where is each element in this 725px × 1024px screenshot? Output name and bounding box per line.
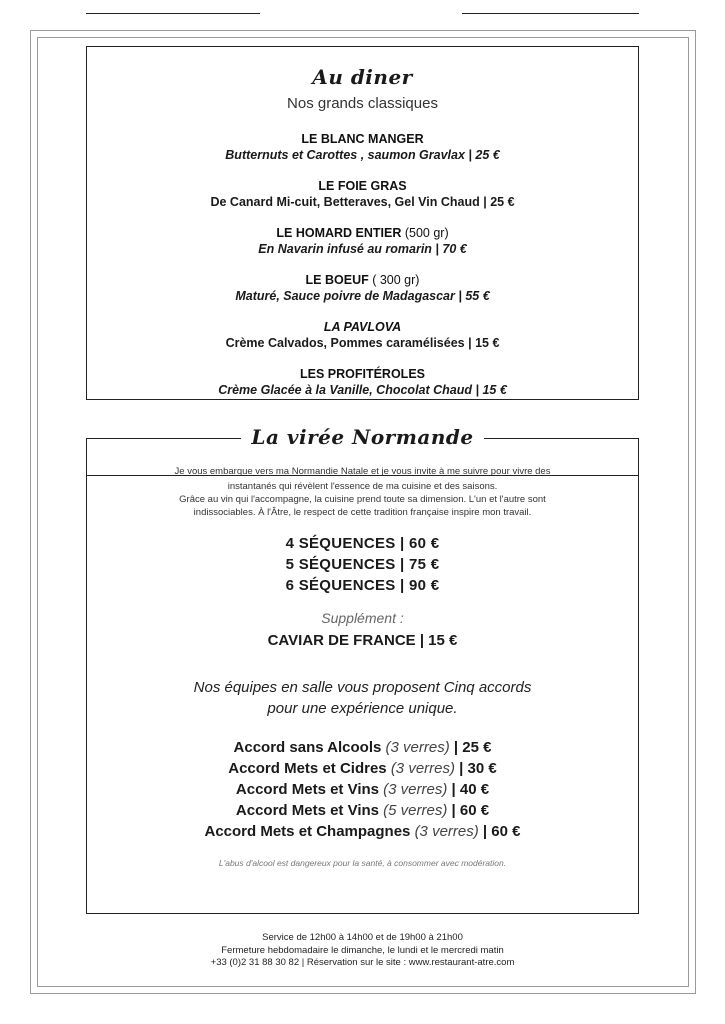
intro-line: instantanés qui révèlent l'essence de ma cuisine et des saisons.	[227, 481, 498, 492]
sequence-price: 4 SÉQUENCES | 60 €	[285, 535, 440, 552]
accord-glasses: (3 verres)	[383, 781, 448, 798]
accord-name: Accord Mets et Champagnes	[204, 823, 411, 840]
accord-glasses: (3 verres)	[414, 823, 479, 840]
supplement-label: Supplément :	[321, 610, 404, 626]
dish-item	[87, 131, 638, 178]
dish-name: LA PAVLOVA	[323, 320, 402, 334]
footer	[0, 932, 725, 970]
accord-price: | 25 €	[453, 739, 492, 756]
accord-item	[0, 779, 725, 800]
dish-description: En Navarin infusé au romarin | 70 €	[258, 242, 467, 256]
footer-hours: Service de 12h00 à 14h00 et de 19h00 à 21h00	[262, 932, 463, 943]
accord-price: | 60 €	[482, 823, 521, 840]
dish-weight: (500 gr)	[401, 226, 449, 240]
diner-section	[86, 46, 639, 400]
accord-item	[0, 821, 725, 842]
intro-line: indissociables. À l'Âtre, le respect de cette tradition française inspire mon travail.	[193, 507, 532, 518]
team-note	[0, 677, 725, 719]
diner-title: Au diner	[312, 65, 413, 89]
team-note-line: pour une expérience unique.	[267, 700, 458, 717]
accord-item	[0, 758, 725, 779]
accord-item	[0, 800, 725, 821]
dish-description: Crème Calvados, Pommes caramélisées | 15 €	[225, 336, 500, 350]
accord-glasses: (3 verres)	[385, 739, 450, 756]
dish-item	[87, 319, 638, 366]
dish-description: Butternuts et Carottes , saumon Gravlax | 25 €	[225, 148, 500, 162]
accord-price: | 40 €	[451, 781, 490, 798]
dish-item	[87, 366, 638, 413]
dish-name: LE FOIE GRAS	[318, 179, 407, 193]
accord-name: Accord Mets et Vins	[235, 781, 379, 798]
accord-name: Accord Mets et Cidres	[228, 760, 387, 777]
dish-item	[87, 178, 638, 225]
dish-weight: ( 300 gr)	[368, 273, 420, 287]
accord-glasses: (5 verres)	[383, 802, 448, 819]
team-note-line: Nos équipes en salle vous proposent Cinq accords	[193, 679, 532, 696]
sequence-price: 5 SÉQUENCES | 75 €	[285, 556, 440, 573]
viree-title: La virée Normande	[241, 424, 483, 450]
diner-subtitle: Nos grands classiques	[287, 95, 438, 112]
accord-name: Accord Mets et Vins	[235, 802, 379, 819]
sequence-prices	[0, 533, 725, 596]
dish-description: De Canard Mi-cuit, Betteraves, Gel Vin Chaud | 25 €	[210, 195, 515, 209]
title-rule-left	[86, 13, 260, 14]
intro-text-clipped: Je vous embarque vers ma Normandie Natale et je vous invite à me suivre pour vivre des	[86, 466, 639, 476]
accord-item	[0, 737, 725, 758]
supplement-value: CAVIAR DE FRANCE | 15 €	[267, 632, 458, 649]
alcohol-warning: L'abus d'alcool est dangereux pour la santé, à consommer avec modération.	[218, 858, 507, 868]
footer-contact: +33 (0)2 31 88 30 82 | Réservation sur le site : www.restaurant-atre.com	[210, 957, 515, 968]
intro-text	[120, 480, 605, 519]
title-rule-right	[462, 13, 639, 14]
accord-price: | 60 €	[451, 802, 490, 819]
accord-glasses: (3 verres)	[390, 760, 455, 777]
accord-price: | 30 €	[459, 760, 497, 777]
dish-name: LE BOEUF	[305, 273, 369, 287]
footer-closing: Fermeture hebdomadaire le dimanche, le lundi et le mercredi matin	[221, 944, 504, 956]
dish-item	[87, 225, 638, 272]
dish-description: Maturé, Sauce poivre de Madagascar | 55 €	[235, 289, 490, 303]
dish-name: LES PROFITÉROLES	[299, 367, 425, 381]
dish-list	[87, 131, 638, 413]
intro-line: Grâce au vin qui l'accompagne, la cuisine prend toute sa dimension. L'un et l'autre sont	[179, 494, 546, 505]
accord-list	[0, 737, 725, 842]
sequence-price: 6 SÉQUENCES | 90 €	[285, 577, 440, 594]
dish-name: LE BLANC MANGER	[301, 132, 424, 146]
dish-item	[87, 272, 638, 319]
dish-name: LE HOMARD ENTIER	[276, 226, 402, 240]
dish-description: Crème Glacée à la Vanille, Chocolat Chaud | 15 €	[218, 383, 507, 397]
accord-name: Accord sans Alcools	[233, 739, 382, 756]
